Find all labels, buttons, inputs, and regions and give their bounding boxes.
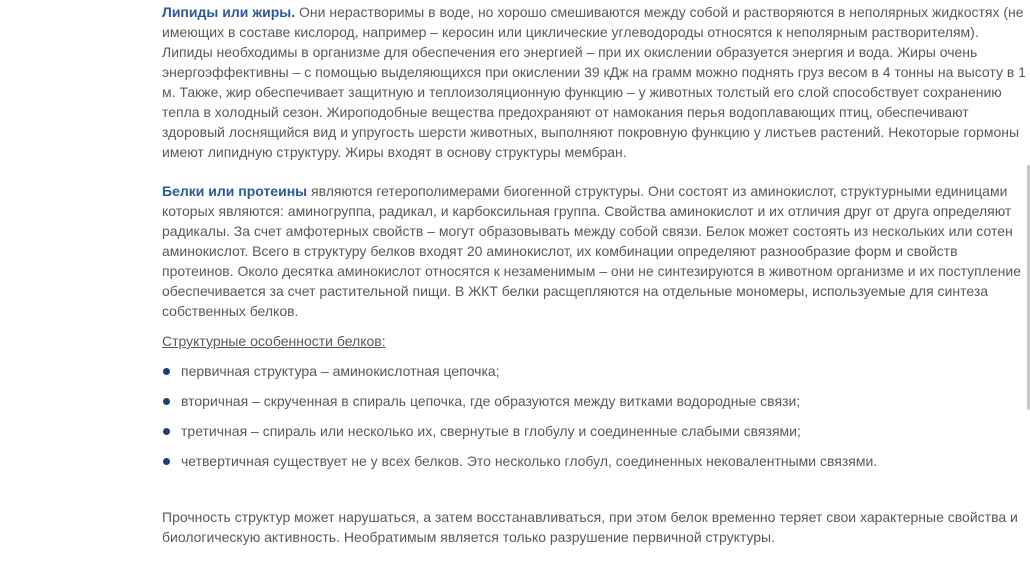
lipids-text: Они нерастворимы в воде, но хорошо смешиваются между собой и растворяются в неполярных жидкостях (не имеющих в составе кислород, например – керосин или циклические углеводороды относятся к неполярным растворителям). Липиды необходимы в организме для обеспечения его энергией – при их окислении образуется энергия и вода. Жиры очень энергоэффективны – с помощью выделяющихся при окислении 39 кДж на грамм можно поднять груз весом в 4 тонны на высоту в 1 м. Также, жир обеспечивает защитную и теплоизоляционную функцию – у животных толстый его слой способствует сохранению тепла в холодный сезон. Жироподобные вещества предохраняют от намокания перья водоплавающих птиц, обеспечивают здоровый лоснящийся вид и упругость шерсти животных, выполняют покровную функцию у листьев растений. Некоторые гормоны имеют липидную структуру. Жиры входят в основу структуры мембран. xyxy=(162,4,1026,160)
proteins-paragraph xyxy=(162,181,1028,321)
list-item-text: третичная – спираль или несколько их, свернутые в глобулу и соединенные слабыми связями; xyxy=(181,423,801,439)
list-item-text: вторичная – скрученная в спираль цепочка, где образуются между витками водородные связи; xyxy=(181,393,801,409)
list-item xyxy=(162,421,1028,441)
bullet-icon xyxy=(163,398,170,405)
bullet-icon xyxy=(163,428,170,435)
spacer xyxy=(162,321,1028,331)
list-item xyxy=(162,361,1028,381)
closing-paragraph: Прочность структур может нарушаться, а затем восстанавливаться, при этом белок временно теряет свои характерные свойства и биологическую активность. Необратимым является только разрушение первичной структуры. xyxy=(162,509,1018,545)
bullet-icon xyxy=(163,368,170,375)
spacer xyxy=(162,481,1028,507)
structure-heading: Структурные особенности белков: xyxy=(162,333,386,349)
structure-list xyxy=(162,361,1028,471)
bullet-icon xyxy=(163,458,170,465)
list-item-text: первичная структура – аминокислотная цепочка; xyxy=(181,363,500,379)
article-content xyxy=(162,2,1028,547)
spacer xyxy=(162,351,1028,361)
list-item xyxy=(162,391,1028,411)
lipids-paragraph xyxy=(162,2,1028,162)
lipids-term: Липиды или жиры. xyxy=(162,4,296,20)
proteins-term: Белки или протеины xyxy=(162,183,308,199)
spacer xyxy=(162,162,1028,181)
list-item xyxy=(162,451,1028,471)
proteins-text: являются гетерополимерами биогенной структуры. Они состоят из аминокислот, структурными единицами которых являются: аминогруппа, радикал, и карбоксильная группа. Свойства аминокислот и их отличия друг от друга определяют радикалы. За счет амфотерных свойств – могут образовывать между собой связи. Белок может состоять из нескольких или сотен аминокислот. Всего в структуру белков входят 20 аминокислот, их комбинации определяют разнообразие форм и свойств протеинов. Около десятка аминокислот относятся к незаменимым – они не синтезируются в животном организме и их поступление обеспечивается за счет растительной пищи. В ЖКТ белки расщепляются на отдельные мономеры, используемые для синтеза собственных белков. xyxy=(162,183,1022,319)
list-item-text: четвертичная существует не у всех белков. Это несколько глобул, соединенных нековалентными связями. xyxy=(181,453,878,469)
